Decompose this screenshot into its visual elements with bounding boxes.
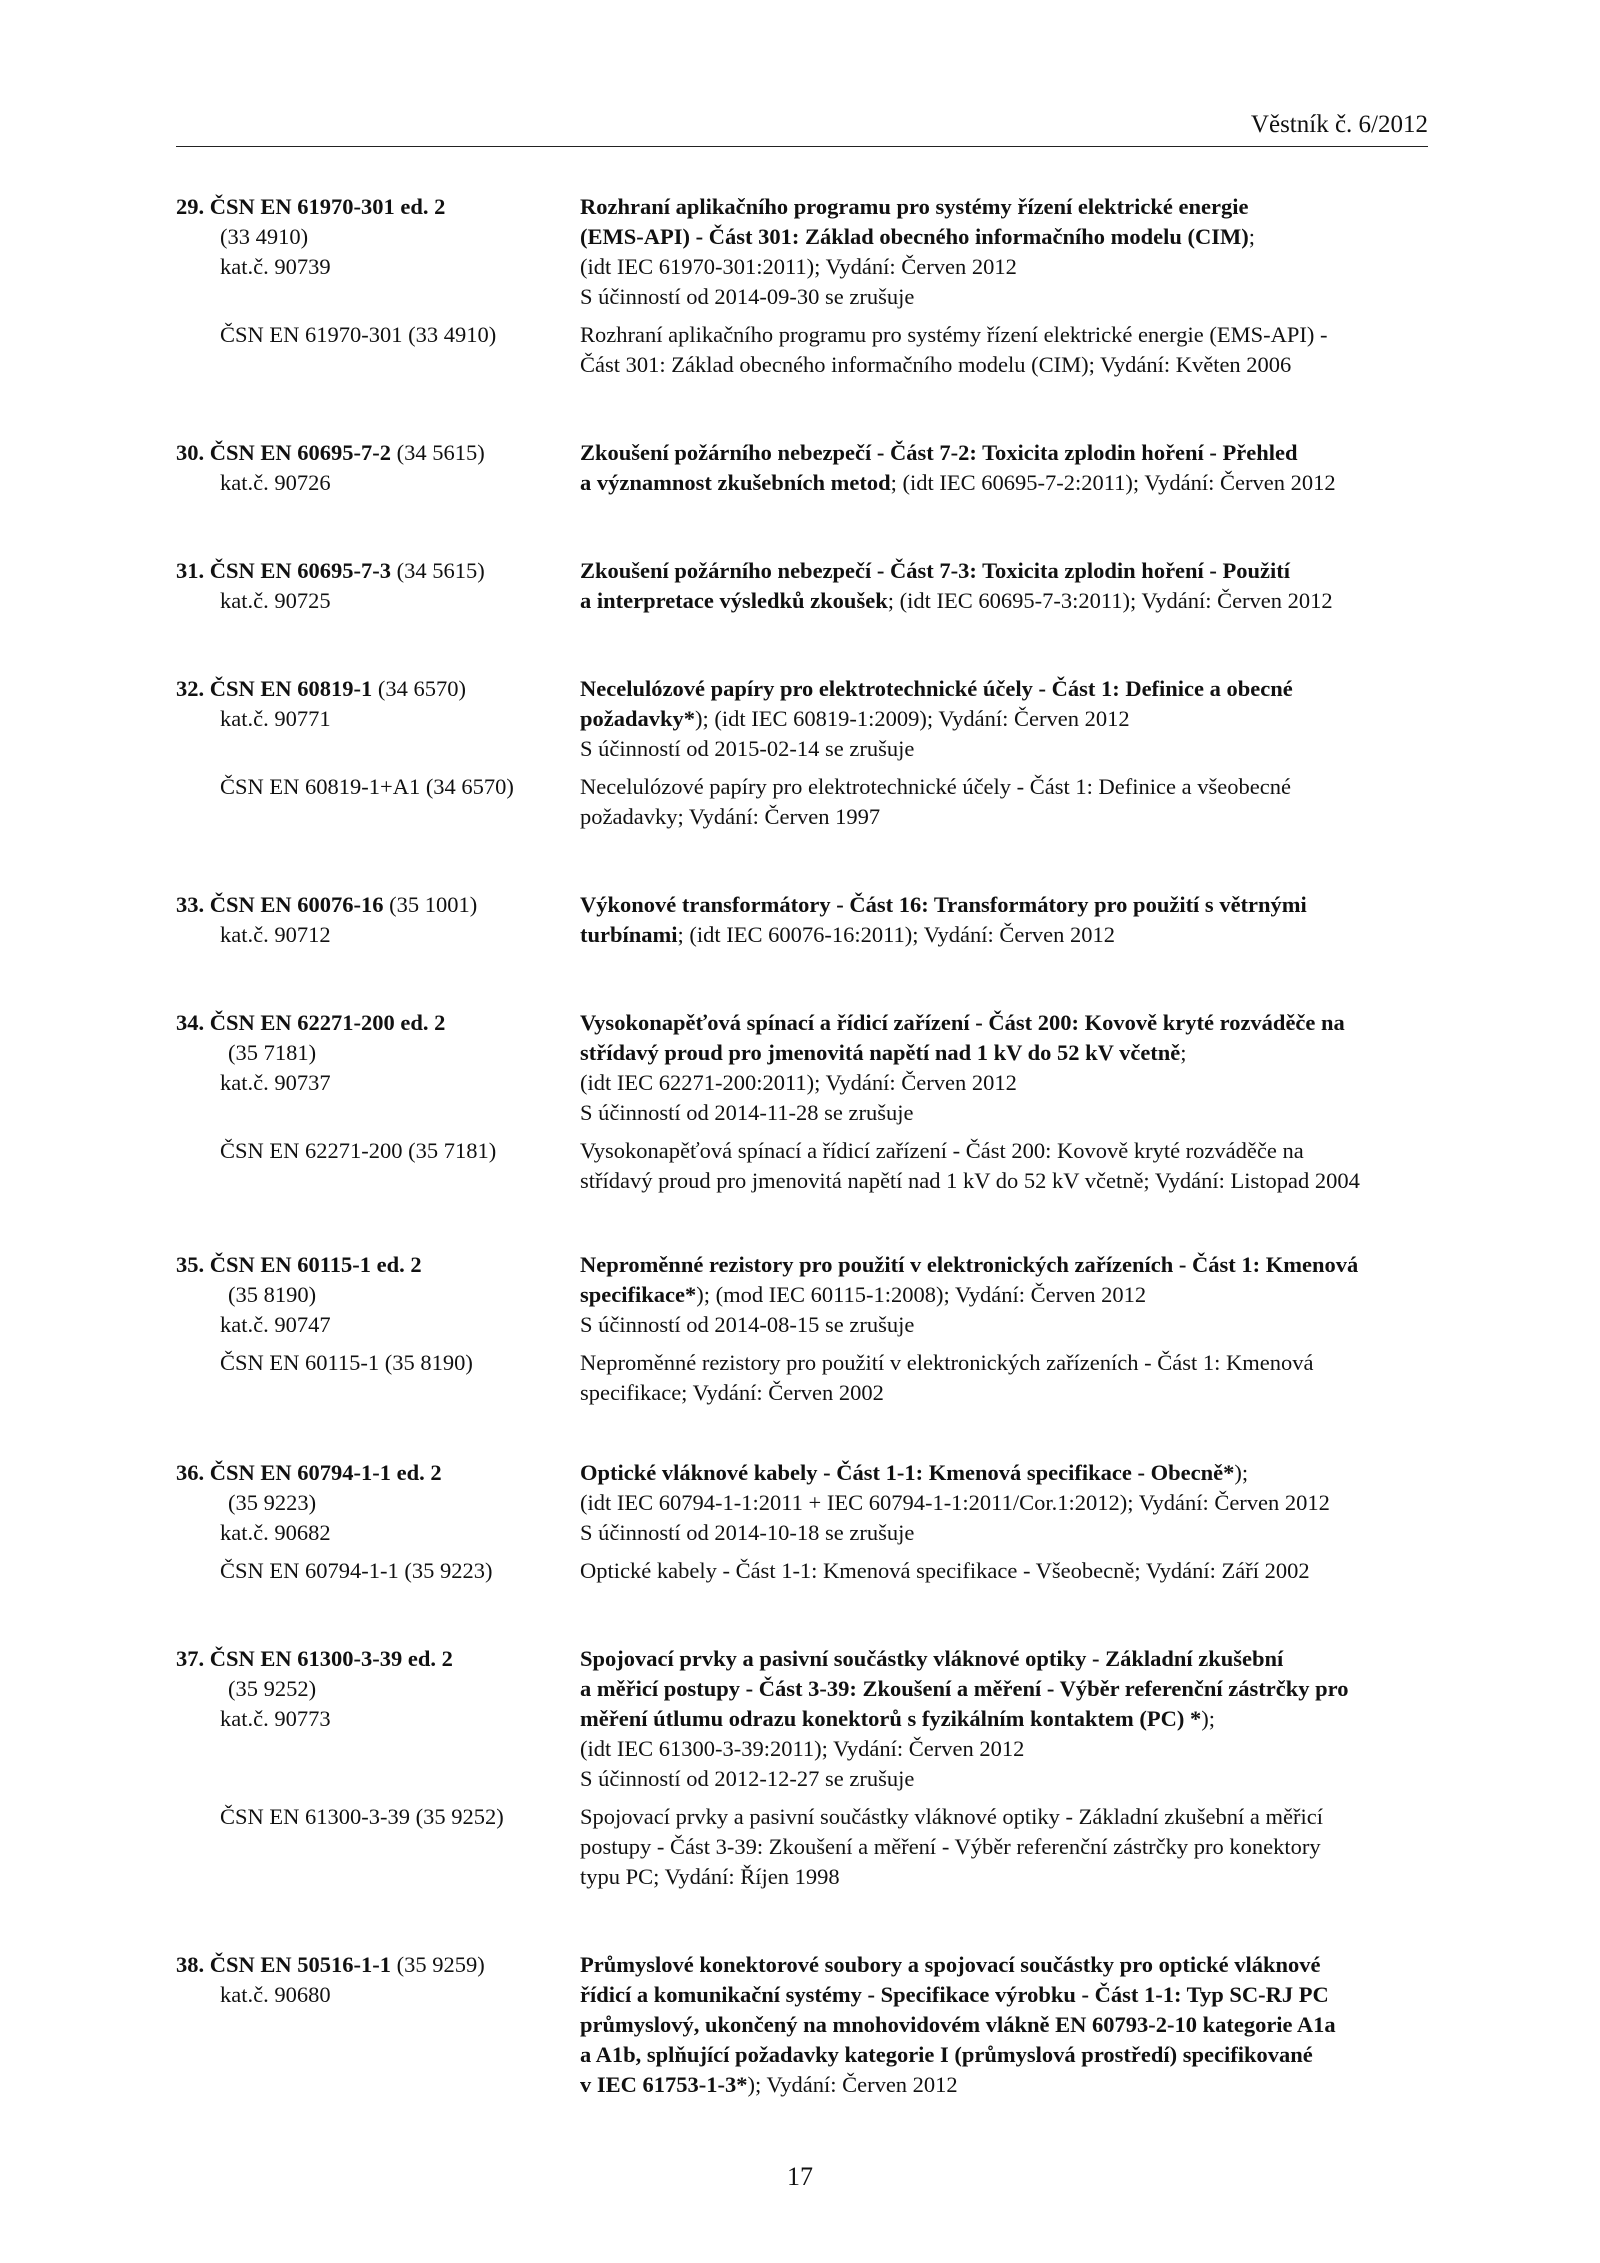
edition-info: (idt IEC 61300-3-39:2011); Vydání: Červen 2012 [580,1736,1025,1761]
classification-code: (35 9223) [228,1490,317,1515]
entry-number: 33. [176,892,205,917]
standard-title: měření útlumu odrazu konektorů s fyzikálním kontaktem (PC) * [580,1706,1202,1731]
standard-title: řídicí a komunikační systémy - Specifikace výrobku - Část 1-1: Typ SC-RJ PC [580,1982,1329,2007]
standard-title: Zkoušení požárního nebezpečí - Část 7-2: Toxicita zplodin hoření - Přehled [580,440,1298,465]
withdrawal-note: S účinností od 2014-10-18 se zrušuje [580,1520,915,1545]
entry-number: 37. [176,1646,205,1671]
standard-title: v IEC 61753-1-3* [580,2072,748,2097]
standard-title: střídavý proud pro jmenovitá napětí nad 1 kV do 52 kV včetně [580,1040,1181,1065]
replaced-standard-code: ČSN EN 60115-1 (35 8190) [220,1350,473,1375]
page-number: 17 [787,2162,813,2191]
edition-info: ); (mod IEC 60115-1:2008); Vydání: Červen 2012 [696,1282,1147,1307]
classification-code: (34 5615) [391,558,485,583]
edition-info: ; (idt IEC 60076-16:2011); Vydání: Červen 2012 [677,922,1115,947]
catalog-number: kat.č. 90771 [220,706,331,731]
standards-list [176,192,1438,2158]
edition-info: ); (idt IEC 60819-1:2009); Vydání: Červen 2012 [695,706,1130,731]
replaced-standard-title: Část 301: Základ obecného informačního modelu (CIM); Vydání: Květen 2006 [580,352,1292,377]
standard-code: ČSN EN 60819-1 [209,676,373,701]
replaced-standard-code: ČSN EN 60819-1+A1 (34 6570) [220,774,514,799]
punctuation: ; [1180,1040,1187,1065]
punctuation: ; [1248,224,1256,249]
replaced-standard-title: postupy - Část 3-39: Zkoušení a měření - Výběr referenční zástrčky pro konektory [580,1834,1321,1859]
replaced-standard-title: střídavý proud pro jmenovitá napětí nad 1 kV do 52 kV včetně; Vydání: Listopad 2004 [580,1168,1360,1193]
page-header [176,108,1428,147]
standard-code: ČSN EN 60695-7-3 [209,558,392,583]
edition-info: (idt IEC 60794-1-1:2011 + IEC 60794-1-1:2011/Cor.1:2012); Vydání: Červen 2012 [580,1490,1330,1515]
entry-number: 29. [176,194,205,219]
edition-info: ; (idt IEC 60695-7-3:2011); Vydání: Červen 2012 [887,588,1333,613]
replaced-standard-title: Optické kabely - Část 1-1: Kmenová specifikace - Všeobecně; Vydání: Září 2002 [580,1558,1310,1583]
classification-code: (35 1001) [383,892,478,917]
standard-title: Zkoušení požárního nebezpečí - Část 7-3: Toxicita zplodin hoření - Použití [580,558,1291,583]
standard-entry-30 [176,438,1438,498]
classification-code: (33 4910) [220,224,309,249]
edition-info: (idt IEC 61970-301:2011); Vydání: Červen 2012 [580,254,1017,279]
standard-title: Necelulózové papíry pro elektrotechnické účely - Část 1: Definice a obecné [580,676,1293,701]
standard-title: požadavky* [580,706,696,731]
standard-title: turbínami [580,922,678,947]
standard-code: ČSN EN 60794-1-1 ed. 2 [209,1460,442,1485]
standard-entry-32 [176,674,1438,832]
entry-number: 34. [176,1010,205,1035]
entry-number: 30. [176,440,205,465]
standard-title: Průmyslové konektorové soubory a spojovací součástky pro optické vláknové [580,1952,1321,1977]
classification-code: (35 7181) [228,1040,317,1065]
standard-title: Vysokonapěťová spínací a řídicí zařízení - Část 200: Kovově kryté rozváděče na [580,1010,1345,1035]
replaced-standard-code: ČSN EN 62271-200 (35 7181) [220,1138,497,1163]
replaced-standard-title: Vysokonapěťová spínací a řídicí zařízení - Část 200: Kovově kryté rozváděče na [580,1138,1304,1163]
catalog-number: kat.č. 90682 [220,1520,331,1545]
classification-code: (34 5615) [391,440,485,465]
standard-entry-38 [176,1950,1438,2100]
standard-entry-37 [176,1644,1438,1892]
standard-title: Rozhraní aplikačního programu pro systémy řízení elektrické energie [580,194,1249,219]
replaced-standard-title: Necelulózové papíry pro elektrotechnické účely - Část 1: Definice a všeobecné [580,774,1291,799]
catalog-number: kat.č. 90726 [220,470,331,495]
standard-title: a významnost zkušebních metod [580,470,891,495]
standard-title: Optické vláknové kabely - Část 1-1: Kmenová specifikace - Obecně* [580,1460,1235,1485]
catalog-number: kat.č. 90725 [220,588,331,613]
journal-title: Věstník č. 6/2012 [1250,111,1428,138]
entry-number: 32. [176,676,205,701]
standard-code: ČSN EN 60115-1 ed. 2 [209,1252,422,1277]
standard-entry-34 [176,1008,1438,1196]
classification-code: (35 8190) [228,1282,317,1307]
replaced-standard-title: Rozhraní aplikačního programu pro systémy řízení elektrické energie (EMS-API) - [580,322,1328,347]
replaced-standard-code: ČSN EN 60794-1-1 (35 9223) [220,1558,493,1583]
entry-number: 31. [176,558,205,583]
withdrawal-note: S účinností od 2012-12-27 se zrušuje [580,1766,915,1791]
catalog-number: kat.č. 90680 [220,1982,331,2007]
standard-title: Výkonové transformátory - Část 16: Transformátory pro použití s větrnými [580,892,1307,917]
standard-code: ČSN EN 60076-16 [209,892,384,917]
replaced-standard-title: požadavky; Vydání: Červen 1997 [580,804,881,829]
edition-info: ); Vydání: Červen 2012 [747,2072,958,2097]
punctuation: ); [1201,1706,1216,1731]
standard-title: specifikace* [580,1282,697,1307]
withdrawal-note: S účinností od 2014-11-28 se zrušuje [580,1100,914,1125]
edition-info: (idt IEC 62271-200:2011); Vydání: Červen 2012 [580,1070,1017,1095]
replaced-standard-title: Neproměnné rezistory pro použití v elektronických zařízeních - Část 1: Kmenová [580,1350,1314,1375]
punctuation: ); [1234,1460,1249,1485]
standard-entry-33 [176,890,1438,950]
withdrawal-note: S účinností od 2014-09-30 se zrušuje [580,284,915,309]
standard-entry-35 [176,1250,1438,1408]
standard-entry-31 [176,556,1438,616]
withdrawal-note: S účinností od 2014-08-15 se zrušuje [580,1312,915,1337]
withdrawal-note: S účinností od 2015-02-14 se zrušuje [580,736,915,761]
standard-code: ČSN EN 60695-7-2 [209,440,392,465]
catalog-number: kat.č. 90737 [220,1070,331,1095]
catalog-number: kat.č. 90739 [220,254,331,279]
replaced-standard-code: ČSN EN 61300-3-39 (35 9252) [220,1804,504,1829]
replaced-standard-title: Spojovací prvky a pasivní součástky vláknové optiky - Základní zkušební a měřicí [580,1804,1323,1829]
classification-code: (35 9259) [391,1952,485,1977]
entry-number: 38. [176,1952,205,1977]
standard-title: (EMS-API) - Část 301: Základ obecného informačního modelu (CIM) [580,224,1249,249]
standard-code: ČSN EN 62271-200 ed. 2 [209,1010,446,1035]
standard-title: Spojovací prvky a pasivní součástky vláknové optiky - Základní zkušební [580,1646,1284,1671]
standard-title: a A1b, splňující požadavky kategorie I (průmyslová prostředí) specifikované [580,2042,1313,2067]
standard-code: ČSN EN 61970-301 ed. 2 [209,194,446,219]
classification-code: (34 6570) [372,676,467,701]
standard-code: ČSN EN 50516-1-1 [209,1952,392,1977]
standard-title: a měřicí postupy - Část 3-39: Zkoušení a měření - Výběr referenční zástrčky pro [580,1676,1349,1701]
replaced-standard-code: ČSN EN 61970-301 (33 4910) [220,322,497,347]
catalog-number: kat.č. 90747 [220,1312,331,1337]
standard-title: průmyslový, ukončený na mnohovidovém vlákně EN 60793-2-10 kategorie A1a [580,2012,1336,2037]
standard-entry-36 [176,1458,1438,1586]
classification-code: (35 9252) [228,1676,317,1701]
entry-number: 36. [176,1460,205,1485]
replaced-standard-title: specifikace; Vydání: Červen 2002 [580,1380,884,1405]
standard-code: ČSN EN 61300-3-39 ed. 2 [209,1646,453,1671]
replaced-standard-title: typu PC; Vydání: Říjen 1998 [580,1864,840,1889]
standard-title: Neproměnné rezistory pro použití v elektronických zařízeních - Část 1: Kmenová [580,1252,1359,1277]
standard-title: a interpretace výsledků zkoušek [580,588,888,613]
catalog-number: kat.č. 90773 [220,1706,331,1731]
catalog-number: kat.č. 90712 [220,922,331,947]
entry-number: 35. [176,1252,205,1277]
edition-info: ; (idt IEC 60695-7-2:2011); Vydání: Červen 2012 [890,470,1336,495]
standard-entry-29 [176,192,1438,380]
